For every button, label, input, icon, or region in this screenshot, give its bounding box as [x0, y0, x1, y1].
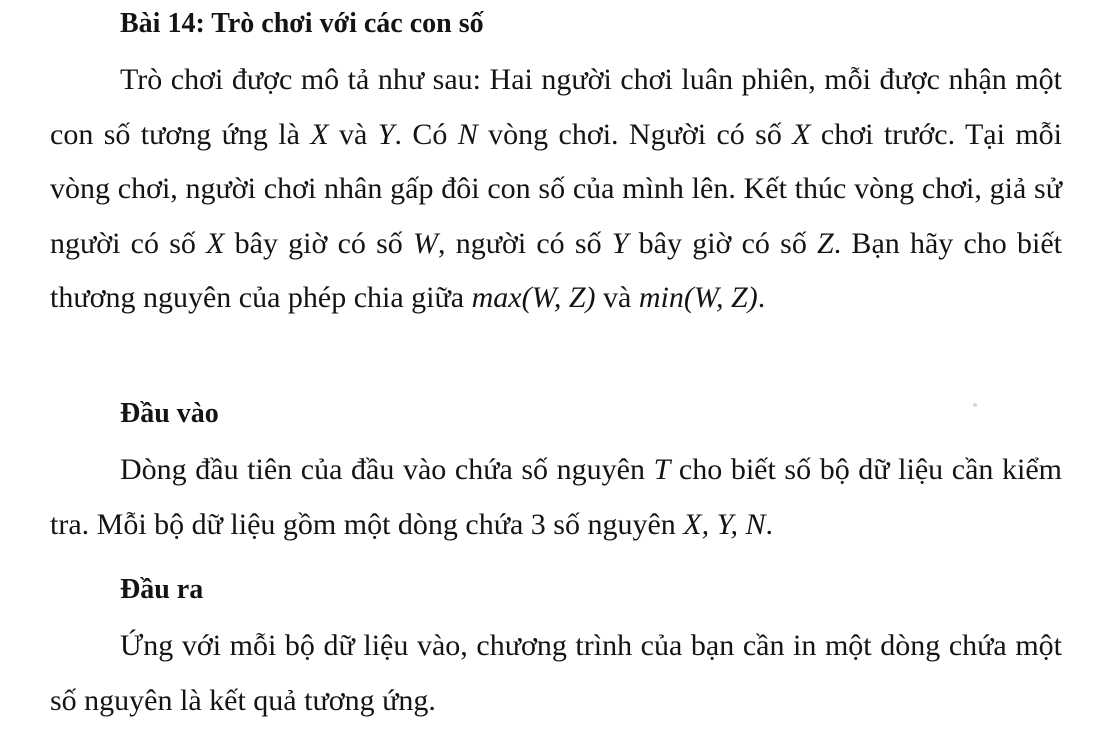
problem-description: Trò chơi được mô tả như sau: Hai người chơi luân phiên, mỗi được nhận một con số tương ứng là X và Y. Có N vòng chơi. Người có số X chơi trước. Tại mỗi vòng chơi, người chơi nhân gấp đôi con số của mình lên. Kết thúc vòng chơi, giả sử người có số X bây giờ có số W, người có số Y bây giờ có số Z. Bạn hãy cho biết thương nguyên của phép chia giữa max(W, Z) và min(W, Z). — [50, 63, 1062, 314]
input-description: Dòng đầu tiên của đầu vào chứa số nguyên T cho biết số bộ dữ liệu cần kiểm tra. Mỗi bộ dữ liệu gồm một dòng chứa 3 số nguyên X, Y, N. — [50, 453, 1062, 541]
output-heading: Đầu ra — [120, 574, 204, 605]
scan-speck — [973, 403, 977, 407]
problem-title: Bài 14: Trò chơi với các con số — [120, 8, 484, 39]
input-heading: Đầu vào — [120, 398, 219, 429]
output-description: Ứng với mỗi bộ dữ liệu vào, chương trình của bạn cần in một dòng chứa một số nguyên là kết quả tương ứng. — [50, 629, 1062, 717]
